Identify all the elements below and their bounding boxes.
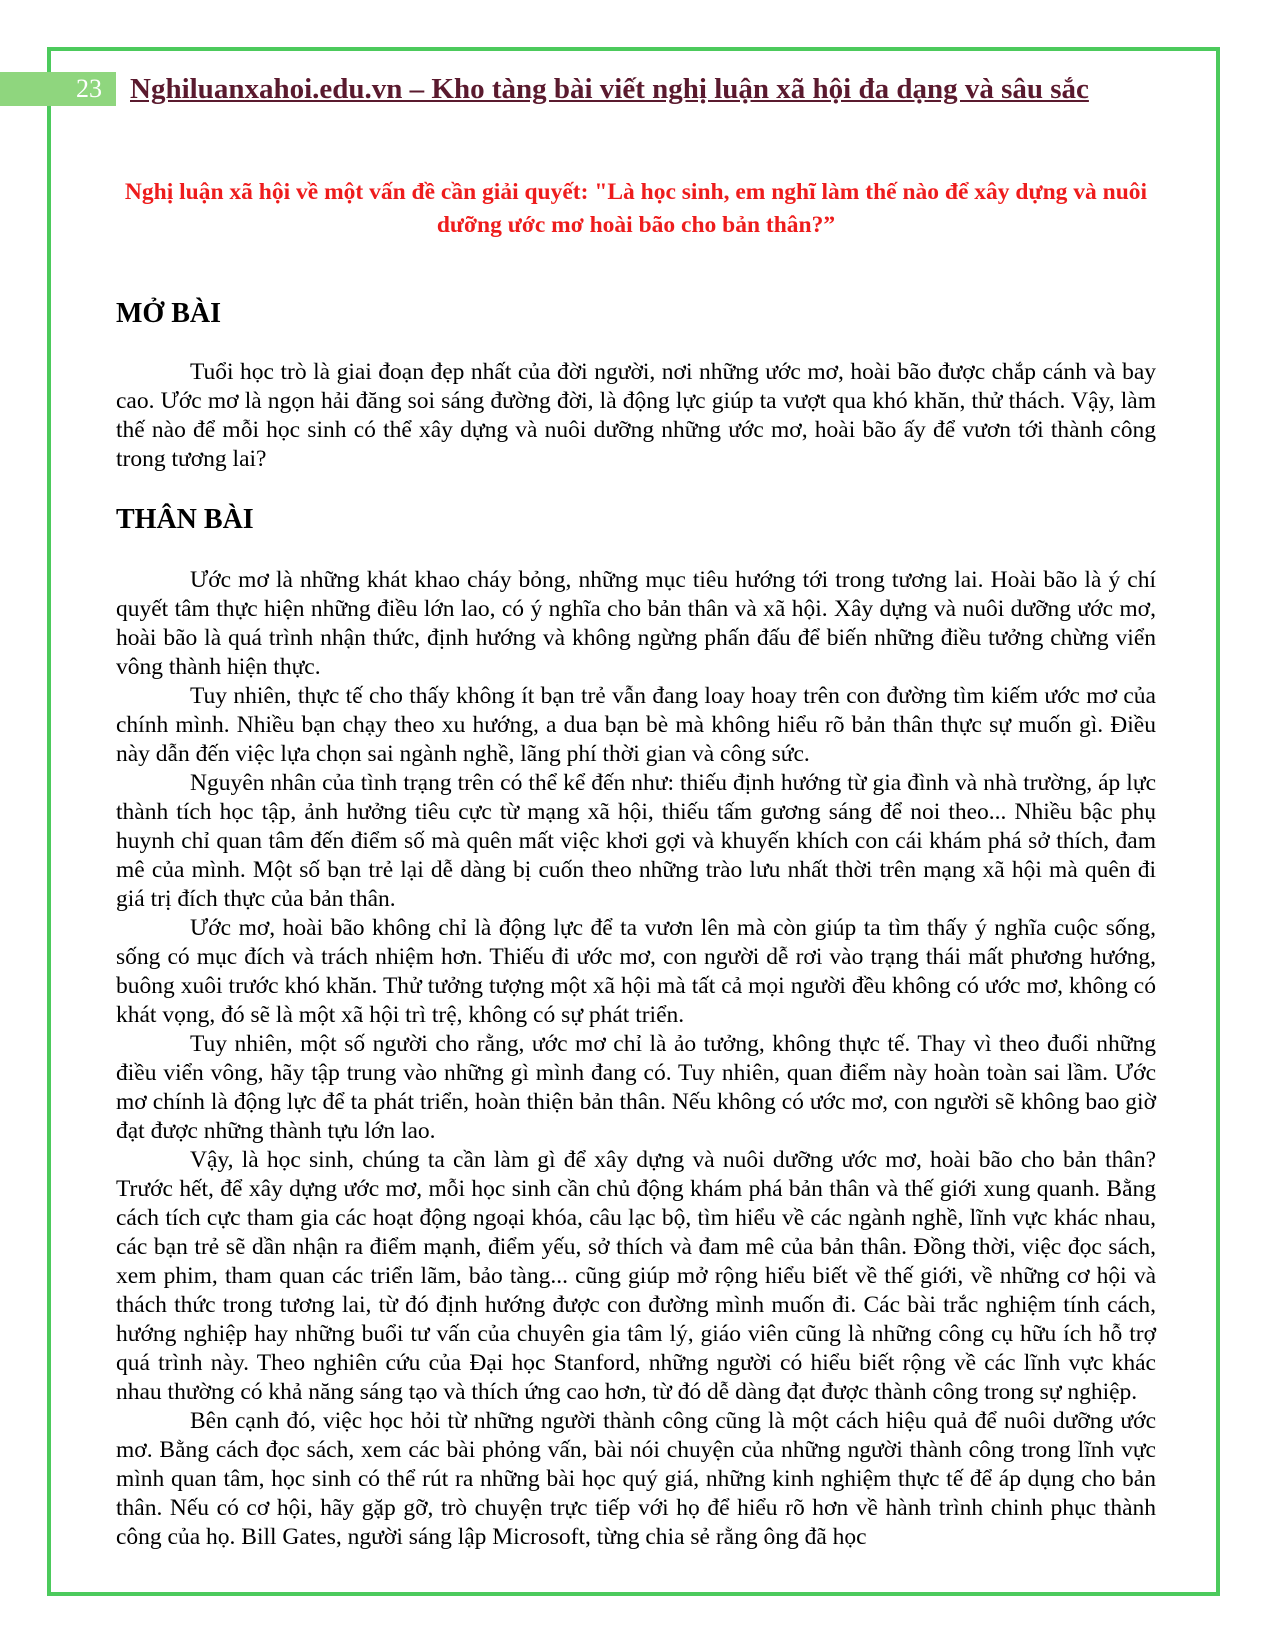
paragraph: Bên cạnh đó, việc học hỏi từ những người thành công cũng là một cách hiệu quả để nuôi dưỡng ước mơ. Bằng cách đọc sách, xem các bài phỏng vấn, bài nói chuyện của những người thành công trong lĩnh vực mình quan tâm, học sinh có thể rút ra những bài học quý giá, những kinh nghiệm thực tế để áp dụng cho bản thân. Nếu có cơ hội, hãy gặp gỡ, trò chuyện trực tiếp với họ để hiểu rõ hơn về hành trình chinh phục thành công của họ. Bill Gates, người sáng lập Microsoft, từng chia sẻ rằng ông đã học [116, 1408, 1156, 1550]
paragraph: Tuổi học trò là giai đoạn đẹp nhất của đời người, nơi những ước mơ, hoài bão được chắp cánh và bay cao. Ước mơ là ngọn hải đăng soi sáng đường đời, là động lực giúp ta vượt qua khó khăn, thử thách. Vậy, làm thế nào để mỗi học sinh có thể xây dựng và nuôi dưỡng những ước mơ, hoài bão ấy để vươn tới thành công trong tương lai? [116, 359, 1156, 472]
paragraph: Vậy, là học sinh, chúng ta cần làm gì để xây dựng và nuôi dưỡng ước mơ, hoài bão cho bản thân? Trước hết, để xây dựng ước mơ, mỗi học sinh cần chủ động khám phá bản thân và thế giới xung quanh. Bằng cách tích cực tham gia các hoạt động ngoại khóa, câu lạc bộ, tìm hiểu về các ngành nghề, lĩnh vực khác nhau, các bạn trẻ sẽ dần nhận ra điểm mạnh, điểm yếu, sở thích và đam mê của bản thân. Đồng thời, việc đọc sách, xem phim, tham quan các triển lãm, bảo tàng... cũng giúp mở rộng hiểu biết về thế giới, về những cơ hội và thách thức trong tương lai, từ đó định hướng được con đường mình muốn đi. Các bài trắc nghiệm tính cách, hướng nghiệp hay những buổi tư vấn của chuyên gia tâm lý, giáo viên cũng là những công cụ hữu ích hỗ trợ quá trình này. Theo nghiên cứu của Đại học Stanford, những người có hiểu biết rộng về các lĩnh vực khác nhau thường có khả năng sáng tạo và thích ứng cao hơn, từ đó dễ dàng đạt được thành công trong sự nghiệp. [116, 1147, 1156, 1405]
document-body [116, 176, 1156, 1552]
document-title: Nghị luận xã hội về một vấn đề cần giải quyết: "Là học sinh, em nghĩ làm thế nào để xây dựng và nuôi dưỡng ước mơ hoài bão cho bản thân?” [124, 179, 1148, 238]
paragraph: Tuy nhiên, thực tế cho thấy không ít bạn trẻ vẫn đang loay hoay trên con đường tìm kiếm ước mơ của chính mình. Nhiều bạn chạy theo xu hướng, a dua bạn bè mà không hiểu rõ bản thân thực sự muốn gì. Điều này dẫn đến việc lựa chọn sai ngành nghề, lãng phí thời gian và công sức. [116, 683, 1156, 767]
section-heading-than-bai: THÂN BÀI [116, 504, 254, 535]
paragraph: Ước mơ, hoài bão không chỉ là động lực để ta vươn lên mà còn giúp ta tìm thấy ý nghĩa cuộc sống, sống có mục đích và trách nhiệm hơn. Thiếu đi ước mơ, con người dễ rơi vào trạng thái mất phương hướng, buông xuôi trước khó khăn. Thử tưởng tượng một xã hội mà tất cả mọi người đều không có ước mơ, không có khát vọng, đó sẽ là một xã hội trì trệ, không có sự phát triển. [116, 915, 1156, 1028]
site-header-title: Nghiluanxahoi.edu.vn – Kho tàng bài viết nghị luận xã hội đa dạng và sâu sắc [130, 73, 1089, 105]
paragraph: Nguyên nhân của tình trạng trên có thể kể đến như: thiếu định hướng từ gia đình và nhà trường, áp lực thành tích học tập, ảnh hưởng tiêu cực từ mạng xã hội, thiếu tấm gương sáng để noi theo... Nhiều bậc phụ huynh chỉ quan tâm đến điểm số mà quên mất việc khơi gợi và khuyến khích con cái khám phá sở thích, đam mê của mình. Một số bạn trẻ lại dễ dàng bị cuốn theo những trào lưu nhất thời trên mạng xã hội mà quên đi giá trị đích thực của bản thân. [116, 770, 1156, 912]
paragraph: Tuy nhiên, một số người cho rằng, ước mơ chỉ là ảo tưởng, không thực tế. Thay vì theo đuổi những điều viển vông, hãy tập trung vào những gì mình đang có. Tuy nhiên, quan điểm này hoàn toàn sai lầm. Ước mơ chính là động lực để ta phát triển, hoàn thiện bản thân. Nếu không có ước mơ, con người sẽ không bao giờ đạt được những thành tựu lớn lao. [116, 1031, 1156, 1144]
page-number: 23 [0, 72, 116, 106]
section-heading-mo-bai: MỞ BÀI [116, 298, 221, 329]
paragraph: Ước mơ là những khát khao cháy bỏng, những mục tiêu hướng tới trong tương lai. Hoài bão là ý chí quyết tâm thực hiện những điều lớn lao, có ý nghĩa cho bản thân và xã hội. Xây dựng và nuôi dưỡng ước mơ, hoài bão là quá trình nhận thức, định hướng và không ngừng phấn đấu để biến những điều tưởng chừng viển vông thành hiện thực. [116, 567, 1156, 680]
